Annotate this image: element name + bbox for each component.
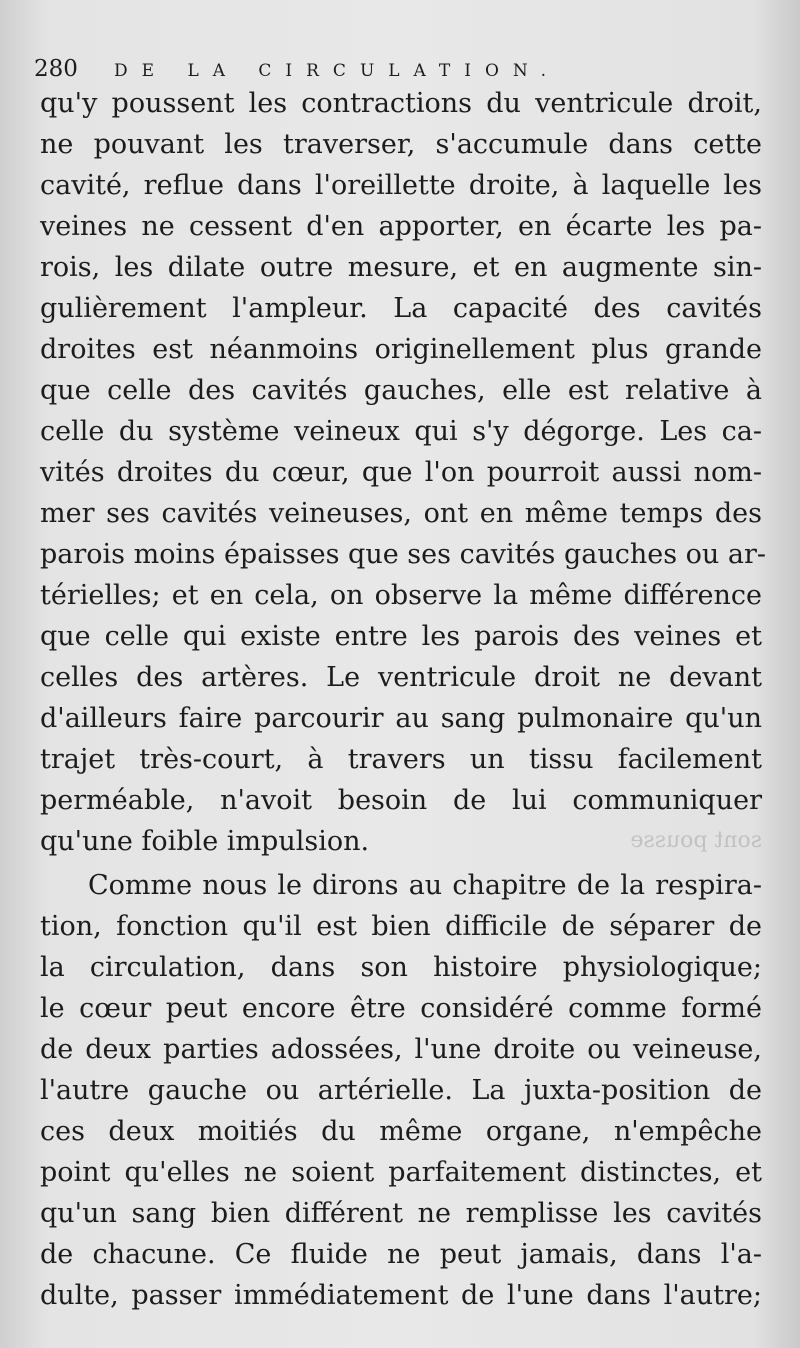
text-line: gulièrement l'ampleur. La capacité des cavités (40, 293, 762, 324)
text-line: veines ne cessent d'en apporter, en écarte les pa- (40, 211, 762, 242)
page-number: 280 (34, 56, 78, 82)
text-line: que celle des cavités gauches, elle est relative à (40, 375, 762, 406)
text-line: ces deux moitiés du même organe, n'empêche (40, 1116, 762, 1147)
text-line: la circulation, dans son histoire physiologique; (40, 952, 762, 983)
text-line: l'autre gauche ou artérielle. La juxta-position de (40, 1075, 762, 1106)
text-line: rois, les dilate outre mesure, et en augmente sin- (40, 252, 762, 283)
text-line: qu'un sang bien différent ne remplisse les cavités (40, 1198, 762, 1229)
text-line: térielles; et en cela, on observe la même différence (40, 580, 762, 611)
running-head: DE LA CIRCULATION. (114, 61, 561, 81)
text-line: perméable, n'avoit besoin de lui communiquer (40, 785, 762, 816)
text-line: dulte, passer immédiatement de l'une dans l'autre; (40, 1280, 762, 1311)
show-through-text: sont pousse (630, 828, 762, 853)
text-line: parois moins épaisses que ses cavités gauches ou ar- (40, 539, 766, 570)
text-line: droites est néanmoins originellement plus grande (40, 334, 762, 365)
text-line: qu'une foible impulsion. (40, 826, 370, 857)
text-line: celles des artères. Le ventricule droit ne devant (40, 662, 762, 693)
text-line: celle du système veineux qui s'y dégorge. Les ca- (40, 416, 762, 447)
text-line: vités droites du cœur, que l'on pourroit aussi nom- (40, 457, 762, 488)
text-line: mer ses cavités veineuses, ont en même temps des (40, 498, 762, 529)
text-line: de deux parties adossées, l'une droite ou veineuse, (40, 1034, 762, 1065)
text-line: tion, fonction qu'il est bien difficile de séparer de (40, 911, 762, 942)
text-line: Comme nous le dirons au chapitre de la respira- (88, 870, 762, 901)
text-line: que celle qui existe entre les parois des veines et (40, 621, 762, 652)
text-line: d'ailleurs faire parcourir au sang pulmonaire qu'un (40, 703, 762, 734)
text-line: le cœur peut encore être considéré comme formé (40, 993, 762, 1024)
text-line: trajet très-court, à travers un tissu facilement (40, 744, 762, 775)
text-line: cavité, reflue dans l'oreillette droite, à laquelle les (40, 170, 762, 201)
text-line: de chacune. Ce fluide ne peut jamais, dans l'a- (40, 1239, 762, 1270)
text-line: qu'y poussent les contractions du ventricule droit, (40, 88, 762, 119)
text-line: ne pouvant les traverser, s'accumule dans cette (40, 129, 762, 160)
text-line: point qu'elles ne soient parfaitement distinctes, et (40, 1157, 762, 1188)
